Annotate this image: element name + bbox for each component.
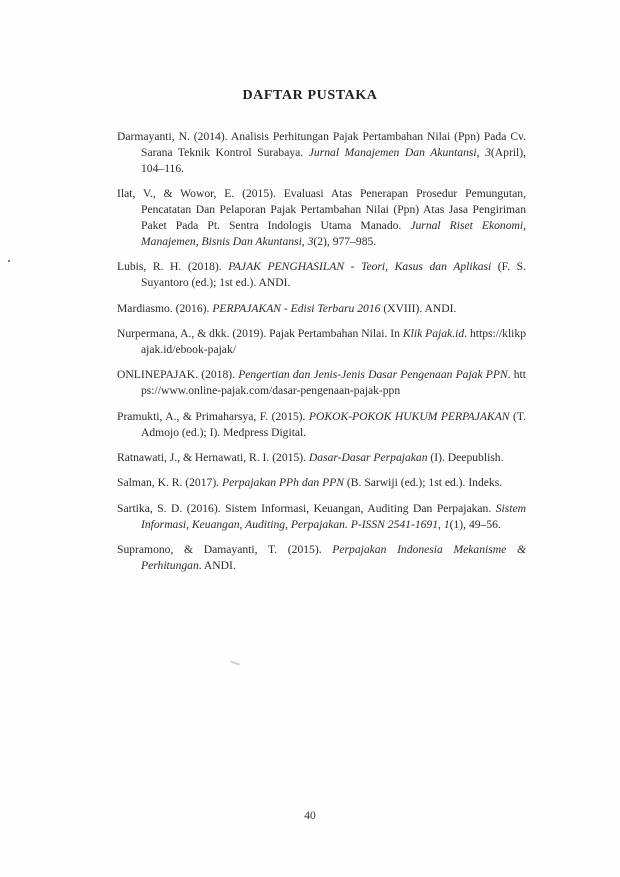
ref-journal: Jurnal Riset Ekonomi, Manajemen, Bisnis Dan Akuntansi xyxy=(141,219,526,248)
reference-list xyxy=(117,129,526,583)
ref-author: Salman, K. R. (2017). xyxy=(117,476,222,490)
ref-rest: , xyxy=(438,517,444,531)
ref-rest2: (April), 104–116. xyxy=(141,145,527,175)
ref-title: Pengertian dan Jenis-Jenis Dasar Pengenaan Pajak PPN xyxy=(238,368,508,382)
reference-item xyxy=(117,542,526,574)
reference-item xyxy=(117,301,526,317)
ref-title: PAJAK PENGHASILAN - Teori, Kasus dan Aplikasi xyxy=(228,260,492,274)
ref-rest: . ANDI. xyxy=(198,559,236,573)
ref-rest: (T. Admojo (ed.); I). Medpress Digital. xyxy=(141,409,526,439)
ref-author: Nurpermana, A., & dkk. (2019). Pajak Pertambahan Nilai. In xyxy=(117,327,403,341)
ref-author: Darmayanti, N. (2014). Analisis Perhitungan Pajak Pertambahan Nilai (Ppn) Pada Cv. Sarana Teknik Kontrol Surabaya. xyxy=(117,130,526,159)
reference-item xyxy=(117,450,526,466)
ref-title: Perpajakan PPh dan PPN xyxy=(221,476,345,490)
ref-volume: 3 xyxy=(485,145,491,159)
ref-title: POKOK-POKOK HUKUM PERPAJAKAN xyxy=(308,409,510,423)
ref-author: Ilat, V., & Wowor, E. (2015). Evaluasi Atas Penerapan Prosedur Pemungutan, Pencatatan Dan Pelaporan Pajak Pertambahan Nilai (Ppn) Atas Jasa Pengiriman Paket Pada Pt. Sentra Indologis Utama Manado. xyxy=(117,187,526,233)
scan-speck xyxy=(8,260,10,262)
reference-item xyxy=(117,367,526,399)
ref-author: Lubis, R. H. (2018). xyxy=(117,260,229,274)
ref-author: Ratnawati, J., & Hernawati, R. I. (2015). xyxy=(117,451,309,464)
ref-title: Perpajakan Indonesia Mekanisme & Perhitungan xyxy=(141,543,526,573)
ref-journal: Jurnal Manajemen Dan Akuntansi xyxy=(308,145,477,159)
reference-item xyxy=(117,186,526,250)
ref-url: . https://www.online-pajak.com/dasar-pengenaan-pajak-ppn xyxy=(141,368,526,398)
ref-rest: (XVIII). ANDI. xyxy=(380,301,457,315)
ref-rest: , xyxy=(476,145,486,159)
ref-rest2: (1), 49–56. xyxy=(449,517,501,531)
reference-item xyxy=(117,326,526,358)
ref-author: Sartika, S. D. (2016). Sistem Informasi, Keuangan, Auditing Dan Perpajakan. xyxy=(117,501,496,515)
reference-item xyxy=(117,501,526,533)
ref-rest: (F. S. Suyantoro (ed.); 1st ed.). ANDI. xyxy=(141,260,526,290)
ref-author: Supramono, & Damayanti, T. (2015). xyxy=(117,543,333,557)
ref-journal: Sistem Informasi, Keuangan, Auditing, Perpajakan. P-ISSN 2541-1691 xyxy=(141,501,526,531)
ref-author: Mardiasmo. (2016). xyxy=(117,301,213,315)
ref-author: ONLINEPAJAK. (2018). xyxy=(117,368,239,382)
ref-volume: 1 xyxy=(443,517,450,531)
ref-rest: (B. Sarwiji (ed.); 1st ed.). Indeks. xyxy=(344,476,503,490)
ref-title: Klik Pajak.id xyxy=(402,327,465,341)
reference-item xyxy=(117,409,526,441)
ref-title: PERPAJAKAN - Edisi Terbaru 2016 xyxy=(212,301,381,315)
ref-rest: (I). Deepublish. xyxy=(427,451,504,464)
reference-item xyxy=(117,475,526,491)
ref-url: . https://klikpajak.id/ebook-pajak/ xyxy=(141,327,526,356)
ref-volume: 3 xyxy=(307,234,314,248)
reference-item xyxy=(117,259,526,291)
page-title: DAFTAR PUSTAKA xyxy=(242,88,378,103)
reference-item xyxy=(117,129,526,177)
page-number: 40 xyxy=(304,810,316,822)
ref-rest2: (2), 977–985. xyxy=(313,234,377,248)
scan-mark xyxy=(230,660,240,665)
ref-rest: , xyxy=(301,234,308,248)
ref-title: Dasar-Dasar Perpajakan xyxy=(308,451,428,464)
ref-author: Pramukti, A., & Primaharsya, F. (2015). xyxy=(117,409,309,423)
